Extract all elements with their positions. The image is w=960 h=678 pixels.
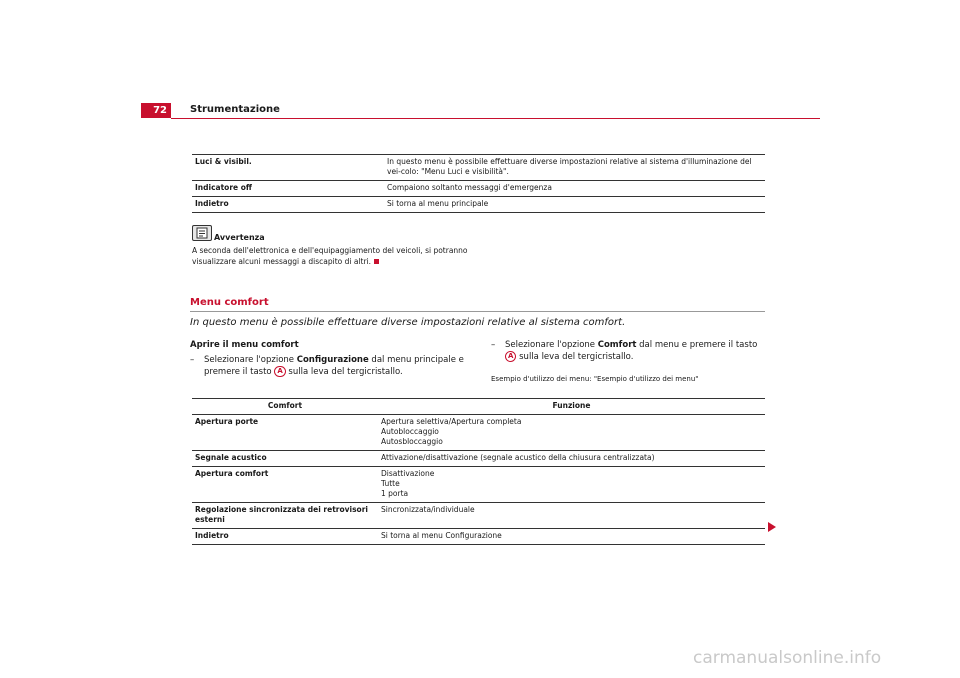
table-value: Apertura selettiva/Apertura completa Autobloccaggio Autosbloccaggio <box>381 417 522 446</box>
table-row <box>192 529 765 545</box>
procedure-column-right <box>491 339 771 384</box>
procedure-title: Aprire il menu comfort <box>190 340 299 350</box>
comfort-menu-table <box>192 398 765 545</box>
table-row <box>192 181 765 197</box>
table-key: Indietro <box>195 199 229 208</box>
table-key: Luci & visibil. <box>195 157 252 166</box>
column-header: Funzione <box>552 401 591 410</box>
procedure-step <box>491 339 771 363</box>
table-key: Indietro <box>195 531 229 540</box>
table-header-row <box>192 399 765 415</box>
table-value: Si torna al menu principale <box>387 199 489 208</box>
step-dash: – <box>190 355 195 365</box>
table-row <box>192 415 765 451</box>
key-a-icon: A <box>505 351 516 362</box>
table-key: Indicatore off <box>195 183 252 192</box>
next-page-arrow-icon[interactable] <box>768 522 776 532</box>
table-key: Segnale acustico <box>195 453 267 462</box>
table-key: Apertura comfort <box>195 469 269 478</box>
table-value: Compaiono soltanto messaggi d'emergenza <box>387 183 552 192</box>
table-value: In questo menu è possibile effettuare diverse impostazioni relative al sistema d'illuminazione del vei-colo: "Menu Luci e visibilità". <box>387 157 752 176</box>
table-row <box>192 197 765 213</box>
step-text: Selezionare l'opzione Configurazione dal menu principale e premere il tasto A sulla leva del tergicristallo. <box>204 355 464 377</box>
table-row <box>192 503 765 529</box>
table-value: Attivazione/disattivazione (segnale acustico della chiusura centralizzata) <box>381 453 655 462</box>
menu-lights-table <box>192 154 765 213</box>
step-dash: – <box>491 340 496 350</box>
procedure-step <box>190 354 480 378</box>
key-a-icon: A <box>274 366 285 377</box>
table-row <box>192 467 765 503</box>
section-subtitle: In questo menu è possibile effettuare diverse impostazioni relative al sistema comfort. <box>190 317 626 328</box>
table-value: Sincronizzata/individuale <box>381 505 475 514</box>
page-title: Strumentazione <box>190 104 280 115</box>
table-key: Regolazione sincronizzata dei retrovisori esterni <box>195 505 368 524</box>
table-value: Disattivazione Tutte 1 porta <box>381 469 435 498</box>
section-end-icon <box>374 259 379 264</box>
page-number: 72 <box>141 103 171 118</box>
header-divider <box>171 118 820 119</box>
column-header: Comfort <box>267 401 303 410</box>
table-row <box>192 451 765 467</box>
table-row <box>192 155 765 181</box>
table-value: Si torna al menu Configurazione <box>381 531 502 540</box>
table-key: Apertura porte <box>195 417 259 426</box>
note-text: A seconda dell'elettronica e dell'equipaggiamento del veicoli, si potranno visualizzare alcuni messaggi a discapito di altri. <box>192 246 468 266</box>
example-reference: Esempio d'utilizzo dei menu: "Esempio d'utilizzo dei menu" <box>491 375 699 383</box>
step-text: Selezionare l'opzione Comfort dal menu e premere il tasto A sulla leva del tergicristallo. <box>505 340 758 362</box>
note-title: Avvertenza <box>214 233 265 242</box>
section-divider <box>190 311 765 312</box>
section-title: Menu comfort <box>190 297 269 308</box>
procedure-column-left <box>190 339 480 378</box>
note-icon <box>192 225 212 241</box>
watermark: carmanualsonline.info <box>693 648 882 668</box>
